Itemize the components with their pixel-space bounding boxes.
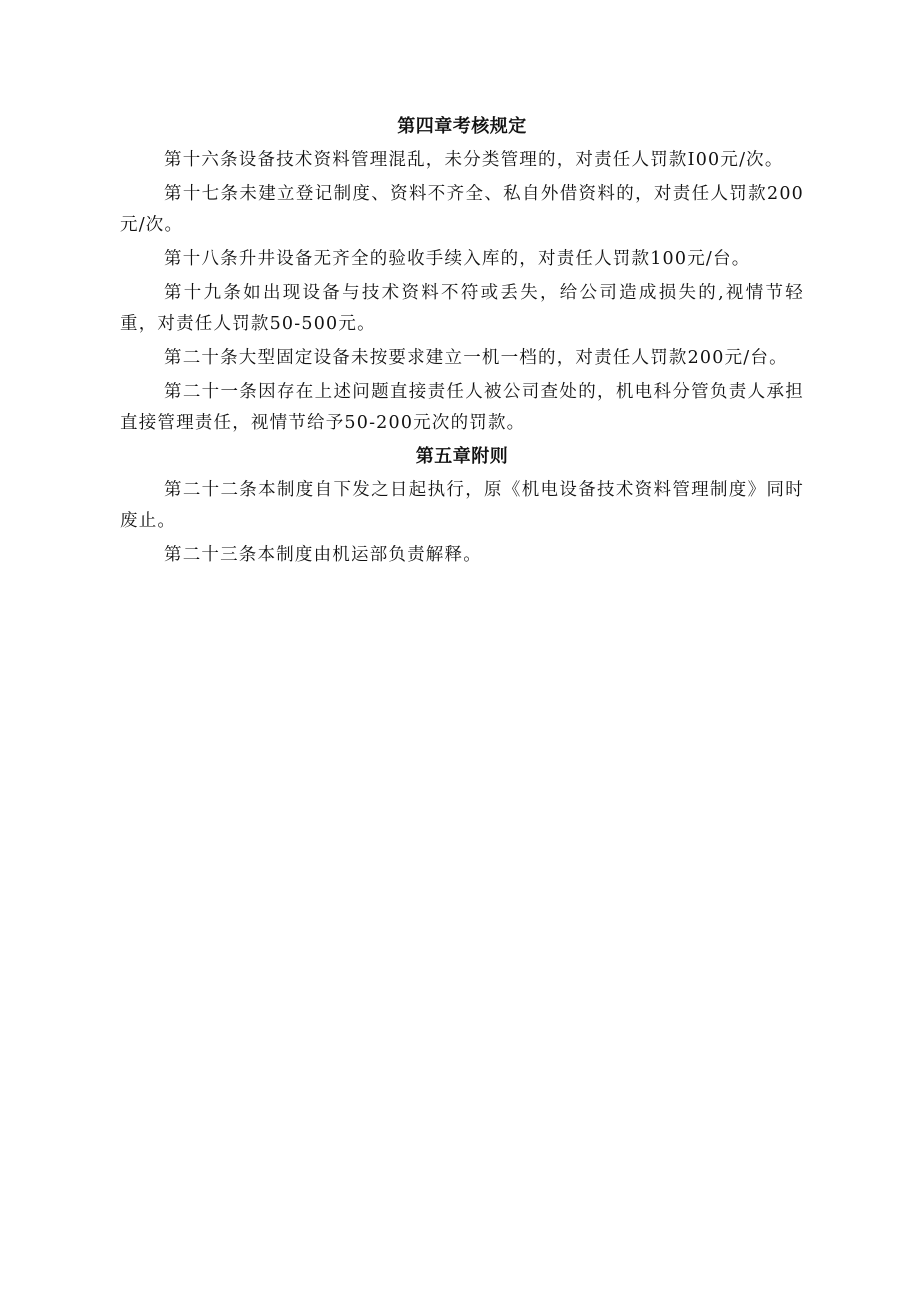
chapter-4-title: 第四章考核规定 — [397, 116, 527, 137]
article-23: 第二十三条本制度由机运部负责解释。 — [164, 545, 482, 565]
article-18: 第十八条升井设备无齐全的验收手续入库的，对责任人罚款100元/台。 — [164, 249, 751, 269]
article-19: 第十九条如出现设备与技术资料不符或丢失，给公司造成损失的,视情节轻重，对责任人罚款50-500元。 — [120, 283, 804, 334]
article-21: 第二十一条因存在上述问题直接责任人被公司查处的，机电科分管负责人承担直接管理责任，视情节给予50-200元次的罚款。 — [120, 382, 804, 433]
article-16: 第十六条设备技术资料管理混乱，未分类管理的，对责任人罚款I00元/次。 — [164, 150, 784, 170]
document-body — [120, 112, 804, 574]
chapter-5-title: 第五章附则 — [415, 446, 509, 467]
article-17: 第十七条未建立登记制度、资料不齐全、私自外借资料的，对责任人罚款200元/次。 — [120, 184, 804, 235]
article-22: 第二十二条本制度自下发之日起执行，原《机电设备技术资料管理制度》同时废止。 — [120, 480, 804, 531]
article-20: 第二十条大型固定设备未按要求建立一机一档的，对责任人罚款200元/台。 — [164, 348, 788, 368]
